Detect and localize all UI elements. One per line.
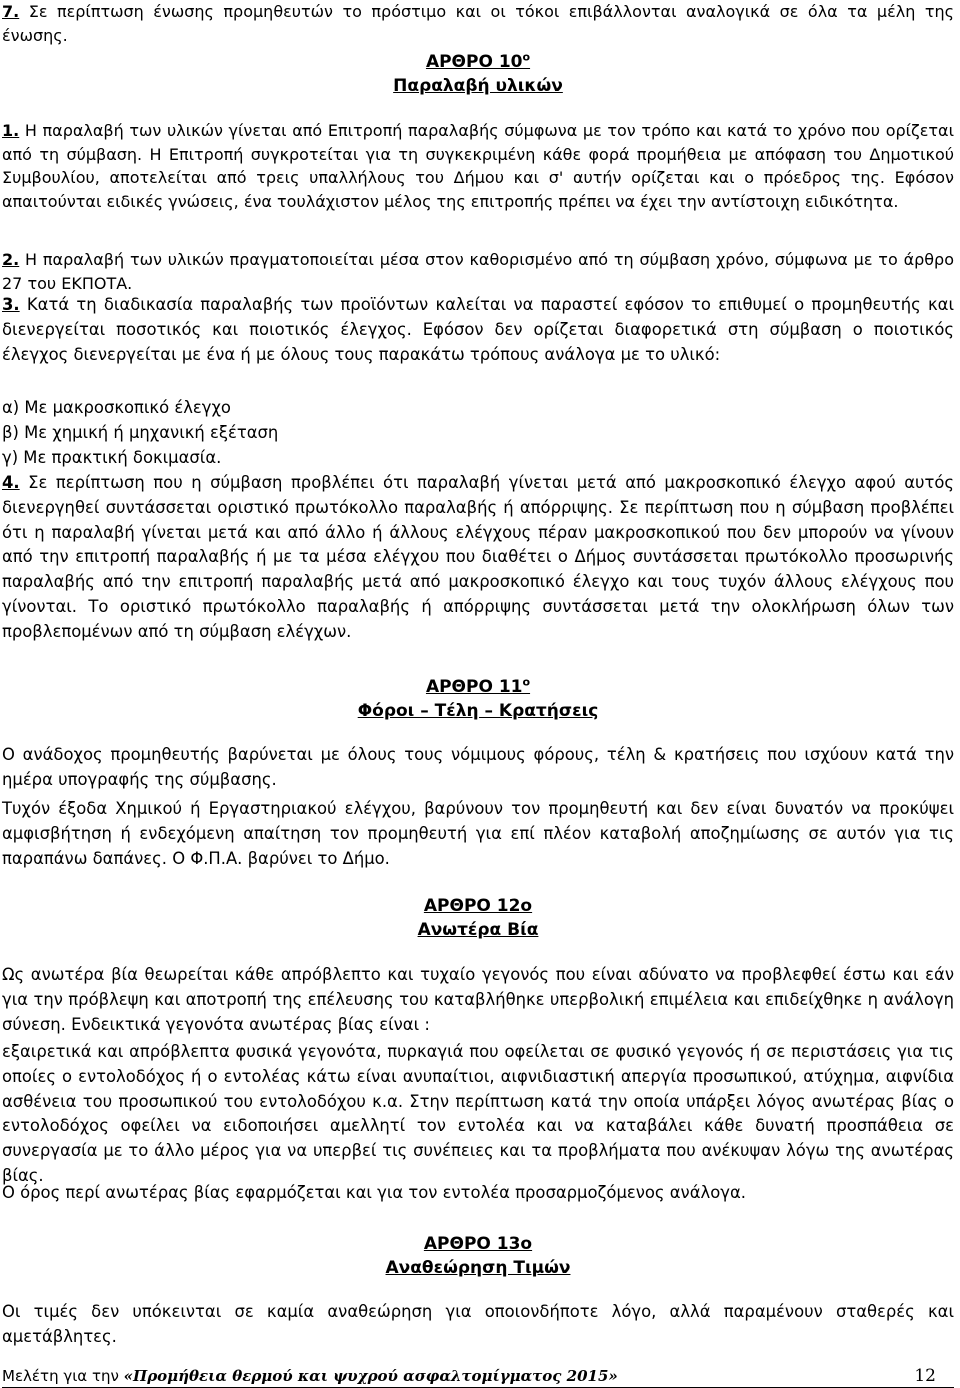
paragraph-text: Σε περίπτωση ένωσης προμηθευτών το πρόστιμο και οι τόκοι επιβάλλονται αναλογικά σε όλα τα μέλη της ένωσης. [2, 2, 954, 45]
article-10-paragraph-3 [2, 293, 954, 367]
paragraph-text: Σε περίπτωση που η σύμβαση προβλέπει ότι παραλαβή γίνεται μετά από μακροσκοπικό έλεγχο αφού αυτός διενεργηθεί συντάσσεται οριστικό πρωτόκολλο παραλαβής ή απόρριψης. Σε περίπτωση που η σύμβαση προβλέπει ότι η παραλαβή γίνεται μετά και από άλλο ή άλλους ελέγχους πέραν μακροσκοπικού που δεν μπορούν να γίνουν από την επιτροπή παραλαβής ή με τα μέσα ελέγχου που διαθέτει ο Δήμος συντάσσεται πρωτόκολλο προσωρινής παραλαβής από την επιτροπή παραλαβής μετά από μακροσκοπικό έλεγχο και τους τυχόν άλλους ελέγχους που γίνονται. Το οριστικό πρωτόκολλο παραλαβής ή απόρριψης συντάσσεται μετά την ολοκλήρωση όλων των προβλεπομένων από τη σύμβαση ελέγχων. [2, 473, 954, 641]
list-item: β) Με χημική ή μηχανική εξέταση [2, 422, 279, 442]
article-13-paragraph-1: Οι τιμές δεν υπόκεινται σε καμία αναθεώρηση για οποιονδήποτε λόγο, αλλά παραμένουν σταθερές και αμετάβλητες. [2, 1302, 954, 1346]
footer-title: «Προμήθεια θερμού και ψυχρού ασφαλτομίγματος 2015» [123, 1367, 618, 1385]
article-10-heading [2, 50, 954, 98]
footer-caption: Μελέτη για την «Προμήθεια θερμού και ψυχρού ασφαλτομίγματος 2015» [2, 1367, 618, 1385]
page-footer [2, 1366, 954, 1388]
page-number: 12 [914, 1366, 936, 1386]
item-number: 7. [2, 2, 20, 21]
article-12-heading [2, 894, 954, 942]
list-item: γ) Με πρακτική δοκιμασία. [2, 447, 222, 467]
quality-control-list [2, 396, 954, 470]
article-11-heading [2, 675, 954, 723]
article-title: ΑΡΘΡΟ 12ο [423, 896, 533, 916]
item-number: 1. [2, 121, 20, 140]
article-12-paragraph-1: Ως ανωτέρα βία θεωρείται κάθε απρόβλεπτο και τυχαίο γεγονός που είναι αδύνατο να προβλεφθεί έστω και εάν για την πρόβλεψη και αποτροπή της επέλευσης του καταβλήθηκε υπερβολική επιμέλεια και επιδείχθηκε η ανάλογη σύνεση. Ενδεικτικά γεγονότα ανωτέρας βίας είναι : [2, 965, 954, 1034]
article-subtitle: Φόροι – Τέλη – Κρατήσεις [357, 701, 599, 721]
article-subtitle: Αναθεώρηση Τιμών [385, 1258, 571, 1278]
article-12-paragraph-2: εξαιρετικά και απρόβλεπτα φυσικά γεγονότα, πυρκαγιά που οφείλεται σε φυσικό γεγονός ή σε περιστάσεις για τις οποίες ο εντολοδόχος ή ο εντολέας κάτω είναι ανυπαίτιοι, αιφνιδιαστική απεργία προσωπικού, ατύχημα, αιφνίδια ασθένεια του προσωπικού του εντολοδόχου κ.α. Στην περίπτωση κατά την οποία υπάρξει λόγος ανωτέρας βίας ο εντολοδόχος οφείλει να ειδοποιήσει αμελλητί τον εντολέα και να καταβάλει κάθε δυνατή προσπάθεια σε συνεργασία με το άλλο μέρος για να υπερβεί τις συνέπειες και τα προβλήματα που ανέκυψαν λόγω της ανωτέρας βίας. [2, 1042, 954, 1185]
list-item: α) Με μακροσκοπικό έλεγχο [2, 398, 231, 417]
article-subtitle: Παραλαβή υλικών [393, 76, 563, 96]
item-number: 3. [2, 295, 20, 314]
article-12-paragraph-3: Ο όρος περί ανωτέρας βίας εφαρμόζεται και για τον εντολέα προσαρμοζόμενος ανάλογα. [2, 1183, 746, 1202]
article-title: ΑΡΘΡΟ 13ο [423, 1234, 533, 1254]
article-title: ΑΡΘΡΟ $10^o$ [425, 50, 531, 72]
article-13-heading [2, 1232, 954, 1280]
article-11-paragraph-2: Τυχόν έξοδα Χημικού ή Εργαστηριακού ελέγχου, βαρύνουν τον προμηθευτή και δεν είναι δυνατόν να προκύψει αμφισβήτηση ή ενδεχόμενη απαίτηση τον προμηθευτή για επί πλέον καταβολή αποζημίωσης σε αυτόν για τις παραπάνω δαπάνες. Ο Φ.Π.Α. βαρύνει το Δήμο. [2, 799, 954, 868]
item-number: 2. [2, 250, 20, 269]
article-11-paragraph-1: Ο ανάδοχος προμηθευτής βαρύνεται με όλους τους νόμιμους φόρους, τέλη & κρατήσεις που ισχύουν κατά την ημέρα υπογραφής της σύμβασης. [2, 745, 954, 789]
article-subtitle: Ανωτέρα Βία [417, 920, 539, 940]
paragraph-item-7 [2, 0, 954, 47]
article-title: ΑΡΘΡΟ $11^o$ [425, 675, 531, 697]
item-number: 4. [2, 473, 20, 492]
article-10-paragraph-2 [2, 248, 954, 295]
article-10-paragraph-4 [2, 471, 954, 645]
paragraph-text: Η παραλαβή των υλικών πραγματοποιείται μέσα στον καθορισμένο από τη σύμβαση χρόνο, σύμφωνα με το άρθρο 27 του ΕΚΠΟΤΑ. [2, 250, 954, 293]
paragraph-text: Η παραλαβή των υλικών γίνεται από Επιτροπή παραλαβής σύμφωνα με τον τρόπο και κατά το χρόνο που ορίζεται από τη σύμβαση. Η Επιτροπή συγκροτείται για τη συγκεκριμένη κάθε φορά προμήθεια με απόφαση του Δημοτικού Συμβουλίου, αποτελείται από τρεις υπαλλήλους του Δήμου και σ' αυτήν ορίζεται και ο πρόεδρος της. Εφόσον απαιτούνται ειδικές γνώσεις, ένα τουλάχιστον μέλος της επιτροπής πρέπει να έχει την αντίστοιχη ειδικότητα. [2, 121, 954, 211]
paragraph-text: Κατά τη διαδικασία παραλαβής των προϊόντων καλείται να παραστεί εφόσον το επιθυμεί ο προμηθευτής και διενεργείται ποσοτικός και ποιοτικός έλεγχος. Εφόσον δεν ορίζεται διαφορετικά στη σύμβαση ο ποιοτικός έλεγχος διενεργείται με ένα ή με όλους τους παρακάτω τρόπους ανάλογα με το υλικό: [2, 295, 954, 364]
article-10-paragraph-1 [2, 119, 954, 213]
